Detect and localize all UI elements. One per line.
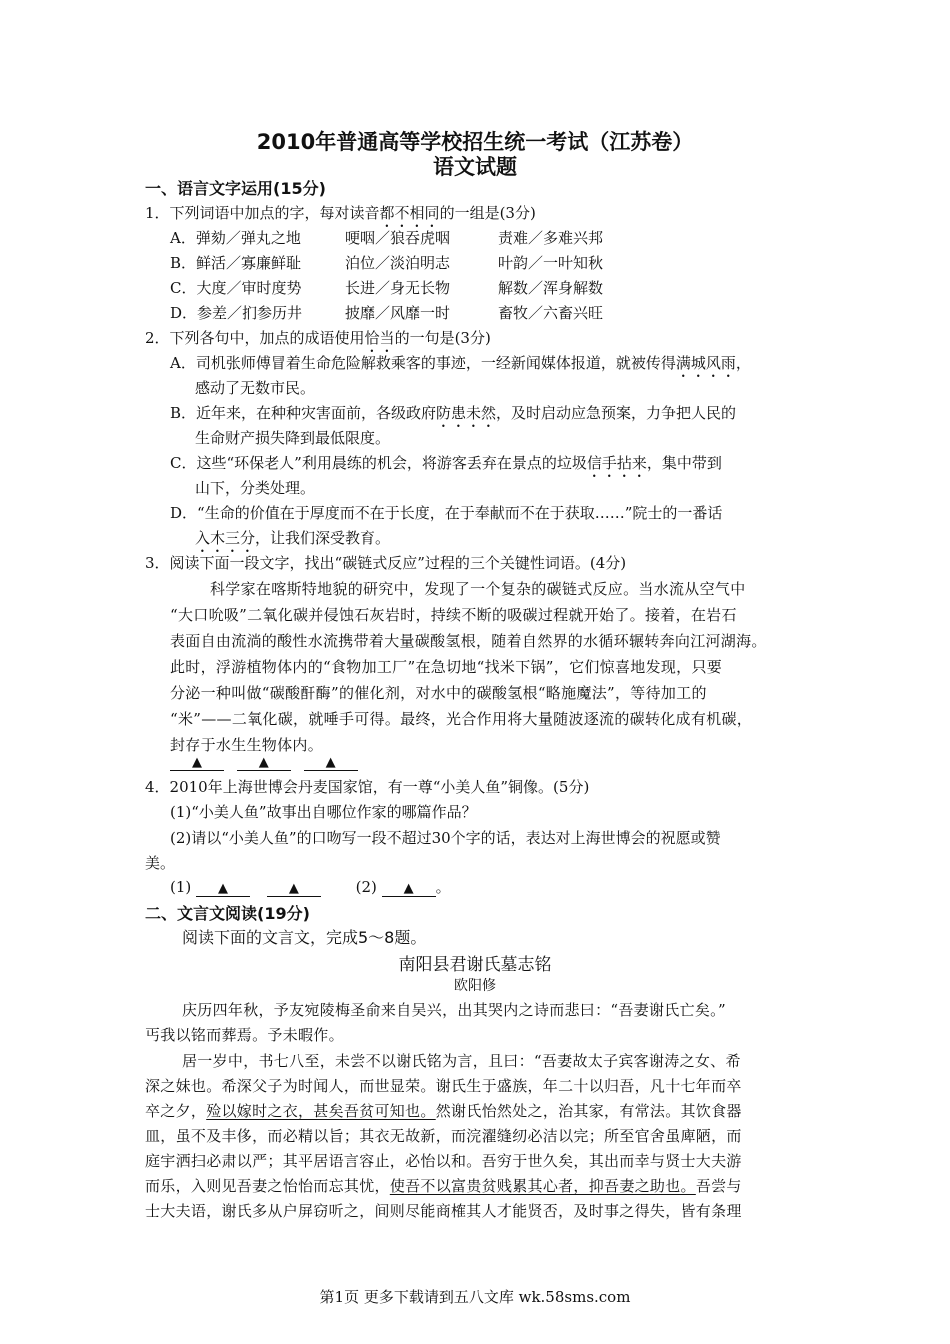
q4-stem: 4．2010年上海世博会丹麦国家馆，有一尊“小美人鱼”铜像。(5分) <box>145 778 590 796</box>
classical-text-line: 皿，虽不及丰侈，而必精以旨；其衣无故新，而浣濯缝纫必洁以完；所至官舍虽庳陋，而 <box>145 1127 742 1145</box>
classical-text-line: 庭宇洒扫必肃以严；其平居语言容止，必怡以和。吾穷于世久矣，其出而幸与贤士大夫游 <box>145 1152 742 1170</box>
q1-stem: 1．下列词语中加点的字，每对读音都不相同的一组是(3分) <box>145 204 536 222</box>
answer-blank[interactable]: ▲ <box>267 882 321 897</box>
q2-option-d-cont: 入木三分，让我们深受教育。 <box>195 529 391 547</box>
idiom-c: 信手拈来 <box>586 454 647 472</box>
page-footer: 第1页 更多下载请到五八文库 wk.58sms.com <box>319 1288 631 1306</box>
exam-title: 2010年普通高等学校招生统一考试（江苏卷） <box>256 130 694 154</box>
q3-passage-line: “大口吮吸”二氧化碳并侵蚀石灰岩时，持续不断的吸碳过程就开始了。接着，在岩石 <box>170 606 737 624</box>
q4-sub2: (2)请以“小美人鱼”的口吻写一段不超过30个字的话，表达对上海世博会的祝愿或赞 <box>170 829 721 847</box>
q4-sub1: (1)“小美人鱼”故事出自哪位作家的哪篇作品？ <box>170 803 477 821</box>
answer-blank[interactable]: ▲ <box>304 756 358 771</box>
idiom-b: 防患未然 <box>436 404 497 422</box>
q3-passage-line: 表面自由流淌的酸性水流携带着大量碳酸氢根，随着自然界的水循环辗转奔向江河湖海。 <box>170 632 767 650</box>
q2-option-b-cont: 生命财产损失降到最低限度。 <box>195 429 391 447</box>
q3-passage-line: 分泌一种叫做“碳酸酐酶”的催化剂，对水中的碳酸氢根“略施魔法”，等待加工的 <box>170 684 707 702</box>
idiom-a: 满城风雨 <box>675 354 736 372</box>
answer-blank[interactable]: ▲ <box>196 882 250 897</box>
section-1-heading: 一、语言文字运用(15分) <box>145 179 326 198</box>
q2-option-b: B．近年来，在种种灾害面前，各级政府防患未然，及时启动应急预案，力争把人民的 <box>170 404 737 422</box>
exam-subtitle: 语文试题 <box>433 155 517 179</box>
text-title: 南阳县君谢氏墓志铭 <box>398 955 552 975</box>
q3-passage-line: 封存于水生生物体内。 <box>170 736 324 754</box>
q1-emphasis: 都不相同 <box>379 204 440 222</box>
classical-text-line: 卒之夕，殓以嫁时之衣，甚矣吾贫可知也。然谢氏怡然处之，治其家，有常法。其饮食器 <box>145 1102 742 1120</box>
q3-answer-blanks <box>170 752 358 771</box>
answer-blank[interactable]: ▲ <box>382 882 436 897</box>
q3-passage-line: 此时，浮游植物体内的“食物加工厂”在急切地“找米下锅”，它们惊喜地发现，只要 <box>170 658 723 676</box>
answer-blank[interactable]: ▲ <box>170 756 224 771</box>
idiom-d: 入木三分 <box>195 529 256 547</box>
classical-text-line: 丐我以铭而葬焉。予未暇作。 <box>145 1026 344 1044</box>
classical-text-line: 士大夫语，谢氏多从户屏窃听之，间则尽能商榷其人才能贤否，及时事之得失，皆有条理 <box>145 1202 742 1220</box>
q2-option-c: C．这些“环保老人”利用晨练的机会，将游客丢弃在景点的垃圾信手拈来，集中带到 <box>170 454 722 472</box>
classical-text-line: 居一岁中，书七八至，未尝不以谢氏铭为言，且曰：“吾妻故太子宾客谢涛之女、希 <box>182 1052 741 1070</box>
text-author: 欧阳修 <box>454 978 496 994</box>
q4-answer-blanks: (1) ▲ ▲ (2) ▲ 。 <box>170 878 451 896</box>
q2-option-d: D．“生命的价值在于厚度而不在于长度，在于奉献而不在于获取……”院士的一番话 <box>170 504 723 522</box>
underlined-sentence: 使吾不以富贵贫贱累其心者，抑吾妻之助也。 <box>389 1177 696 1195</box>
answer-blank[interactable]: ▲ <box>237 756 291 771</box>
q3-passage-line: 科学家在喀斯特地貌的研究中，发现了一个复杂的碳链式反应。当水流从空气中 <box>210 580 746 598</box>
q2-stem: 2．下列各句中，加点的成语使用恰当的一句是(3分) <box>145 329 491 347</box>
q4-sub2-cont: 美。 <box>145 854 176 872</box>
classical-text-line: 而乐，入则见吾妻之怡怡而忘其忧，使吾不以富贵贫贱累其心者，抑吾妻之助也。吾尝与 <box>145 1177 742 1195</box>
q3-stem: 3．阅读下面一段文字，找出“碳链式反应”过程的三个关键性词语。(4分) <box>145 554 627 572</box>
exam-page: 2010年普通高等学校招生统一考试（江苏卷） 语文试题 一、语言文字运用(15分) 1．下列词语中加点的字，每对读音都不相同的一组是(3分) A．弹劾／弹丸之地 哽咽／狼吞虎咽 责难／多难兴邦 B．鲜活／寡廉鲜耻 泊位／淡泊明志 叶韵／一叶知秋 C．大度／审时度势 长进／身无长物 解数／浑身解数 D．参差／扪参历井 披靡／风靡一时 畜牧／六畜兴旺 2．下列各句中，加点的成语使用恰当的一句是(3分) A．司机张师傅冒着生命危险解救乘客的事迹，一经新闻媒体报道，就被传得满城风雨， 感动了无数市民。 B．近年来，在种种灾害面前，各级政府防患未然，及时启动应急预案，力争把人民的 生命财产损失降到最低限度。 C．这些“环保老人”利用晨练的机会，将游客丢弃在景点的垃圾信手拈来，集中带到 山下，分类处理。 D．“生命的价值在于厚度而不在于长度，在于奉献而不在于获取……”院士的一番话 入木三分，让我们深受教育。 3．阅读下面一段文字，找出“碳链式反应”过程的三个关键性词语。(4分) 科学家在喀斯特地貌的研究中，发现了一个复杂的碳链式反应。当水流从空气中 “大口吮吸”二氧化碳并侵蚀石灰岩时，持续不断的吸碳过程就开始了。接着，在岩石 表面自由流淌的酸性水流携带着大量碳酸氢根，随着自然界的水循环辗转奔向江河湖海。 此时，浮游植物体内的“食物加工厂”在急切地“找米下锅”，它们惊喜地发现，只要 分泌一种叫做“碳酸酐酶”的催化剂，对水中的碳酸氢根“略施魔法”，等待加工的 “米”——二氧化碳，就唾手可得。最终，光合作用将大量随波逐流的碳转化成有机碳， 封存于水生生物体内。 ▲ ▲ ▲ 4．2010年上海世博会丹麦国家馆，有一尊“小美人鱼”铜像。(5分) (1)“小美人鱼”故事出自哪位作家的哪篇作品？ (2)请以“小美人鱼”的口吻写一段不超过30个字的话，表达对上海世博会的祝愿或赞 美。 (1) ▲ ▲ (2) ▲ 。 二、文言文阅读(19分) 阅读下面的文言文，完成5～8题。 南阳县君谢氏墓志铭 欧阳修 庆历四年秋，予友宛陵梅圣俞来自吴兴，出其哭内之诗而悲曰：“吾妻谢氏亡矣。” 丐我以铭而葬焉。予未暇作。 居一岁中，书七八至，未尝不以谢氏铭为言，且曰：“吾妻故太子宾客谢涛之女、希 深之妹也。希深父子为时闻人，而世显荣。谢氏生于盛族，年二十以归吾，凡十七年而卒 卒之夕，殓以嫁时之衣，甚矣吾贫可知也。然谢氏怡然处之，治其家，有常法。其饮食器 皿，虽不及丰侈，而必精以旨；其衣无故新，而浣濯缝纫必洁以完；所至官舍虽庳陋，而 庭宇洒扫必肃以严；其平居语言容止，必怡以和。吾穷于世久矣，其出而幸与贤士大夫游 而乐，入则见吾妻之怡怡而忘其忧，使吾不以富贵贫贱累其心者，抑吾妻之助也。吾尝与 士大夫语，谢氏多从户屏窃听之，间则尽能商榷其人才能贤否，及时事之得失，皆有条理 第1页 更多下载请到五八文库 wk.58sms.com <box>0 0 950 1344</box>
q3-passage-line: “米”——二氧化碳，就唾手可得。最终，光合作用将大量随波逐流的碳转化成有机碳， <box>170 710 753 728</box>
q2-option-a: A．司机张师傅冒着生命危险解救乘客的事迹，一经新闻媒体报道，就被传得满城风雨， <box>170 354 751 372</box>
q2-option-a-cont: 感动了无数市民。 <box>195 379 316 397</box>
classical-text-line: 深之妹也。希深父子为时闻人，而世显荣。谢氏生于盛族，年二十以归吾，凡十七年而卒 <box>145 1077 742 1095</box>
underlined-sentence: 殓以嫁时之衣，甚矣吾贫可知也。 <box>206 1102 436 1120</box>
section-2-heading: 二、文言文阅读(19分) <box>145 904 310 923</box>
q2-option-c-cont: 山下，分类处理。 <box>195 479 316 497</box>
section-2-instruction: 阅读下面的文言文，完成5～8题。 <box>182 928 427 947</box>
classical-text-line: 庆历四年秋，予友宛陵梅圣俞来自吴兴，出其哭内之诗而悲曰：“吾妻谢氏亡矣。” <box>182 1001 726 1019</box>
